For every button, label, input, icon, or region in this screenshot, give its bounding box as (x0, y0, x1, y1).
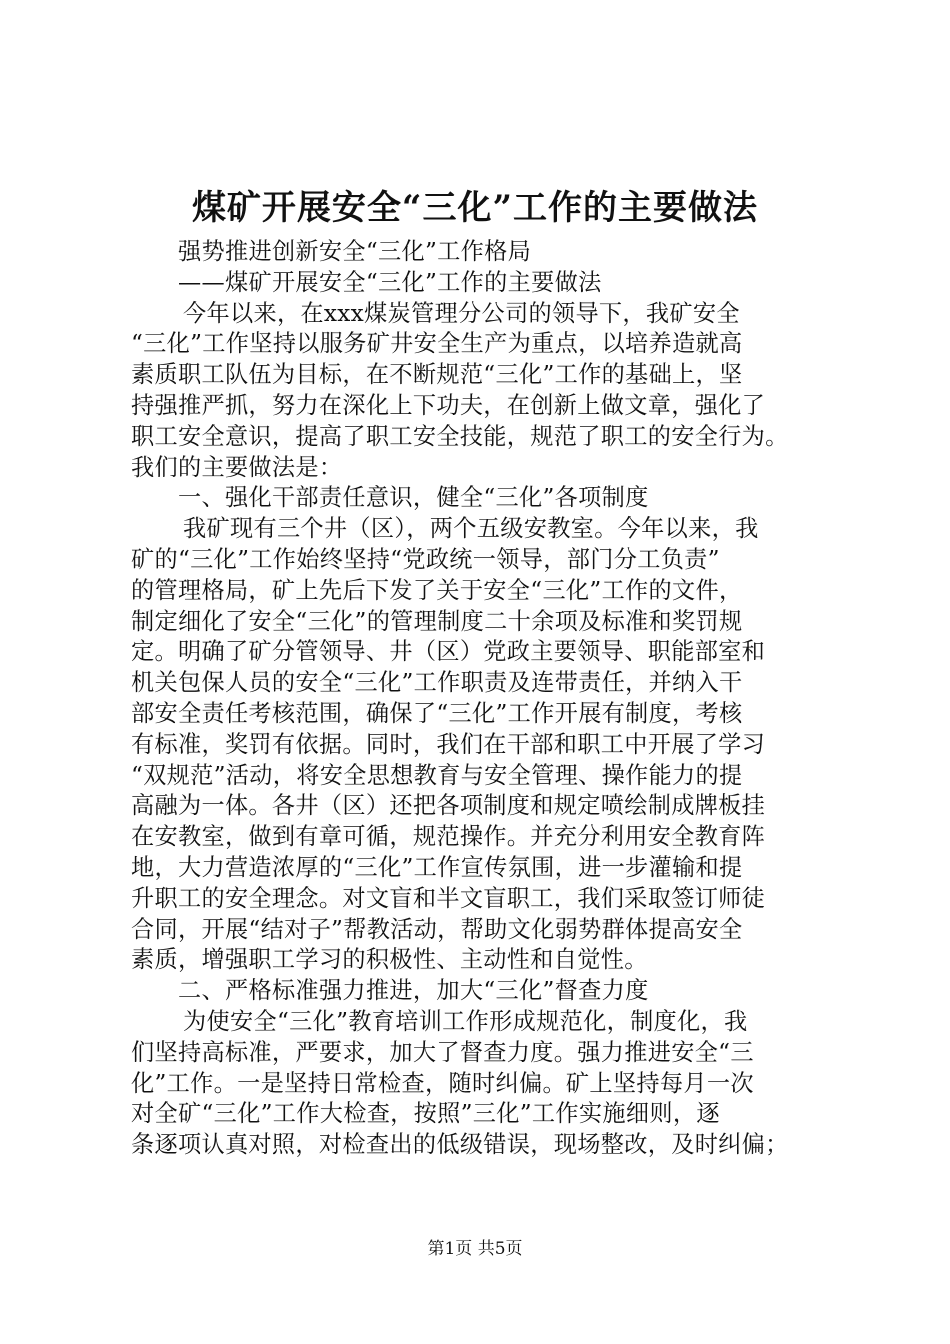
text-line: 定。明确了矿分管领导、井（区）党政主要领导、职能部室和 (131, 638, 766, 666)
text-line: 我们的主要做法是： (131, 453, 343, 481)
section-heading: 一、强化干部责任意识，健全“三化”各项制度 (178, 484, 649, 512)
text-line: 部安全责任考核范围，确保了“三化”工作开展有制度，考核 (131, 699, 743, 727)
text-line: 制定细化了安全“三化”的管理制度二十余项及标准和奖罚规 (131, 607, 743, 635)
document-title: 煤矿开展安全“三化”工作的主要做法 (191, 188, 759, 228)
text-line: 有标准，奖罚有依据。同时，我们在干部和职工中开展了学习 (131, 730, 766, 758)
subtitle-line: ——煤矿开展安全“三化”工作的主要做法 (178, 268, 602, 296)
text-line: 持强推严抓，努力在深化上下功夫，在创新上做文章，强化了 (131, 391, 766, 419)
text-line: 条逐项认真对照，对检查出的低级错误，现场整改，及时纠偏； (131, 1131, 789, 1159)
text-line: “双规范”活动，将安全思想教育与安全管理、操作能力的提 (131, 761, 743, 789)
text-line: 我矿现有三个井（区），两个五级安教室。今年以来，我 (183, 515, 759, 543)
section-heading: 二、严格标准强力推进，加大“三化”督查力度 (178, 977, 649, 1005)
text-line: 素质，增强职工学习的积极性、主动性和自觉性。 (131, 946, 648, 974)
text-line: 对全矿“三化”工作大检查，按照”三化”工作实施细则，逐 (131, 1100, 720, 1128)
text-line: 的管理格局，矿上先后下发了关于安全“三化”工作的文件， (131, 576, 743, 604)
text-line: 在安教室，做到有章可循，规范操作。并充分利用安全教育阵 (131, 823, 766, 851)
text-line: 为使安全“三化”教育培训工作形成规范化，制度化，我 (183, 1007, 748, 1035)
subtitle-line: 强势推进创新安全“三化”工作格局 (178, 238, 532, 265)
text-line: 地，大力营造浓厚的“三化”工作宣传氛围，进一步灌输和提 (131, 853, 743, 881)
text-line: 矿的“三化”工作始终坚持“党政统一领导，部门分工负责” (131, 545, 720, 573)
text-line: 升职工的安全理念。对文盲和半文盲职工，我们采取签订师徒 (131, 884, 766, 912)
text-line: 合同，开展“结对子”帮教活动，帮助文化弱势群体提高安全 (131, 915, 743, 943)
page-footer: 第1页 共5页 (427, 1239, 523, 1259)
text-line: 化”工作。一是坚持日常检查，随时纠偏。矿上坚持每月一次 (131, 1069, 754, 1097)
text-line: “三化”工作坚持以服务矿井安全生产为重点，以培养造就高 (131, 330, 743, 358)
text-line: 职工安全意识，提高了职工安全技能，规范了职工的安全行为。 (131, 422, 789, 450)
document-body (131, 237, 831, 1161)
text-line: 们坚持高标准，严要求，加大了督查力度。强力推进安全“三 (131, 1038, 754, 1066)
text-line: 今年以来，在xxx煤炭管理分公司的领导下，我矿安全 (183, 299, 740, 327)
text-line: 素质职工队伍为目标，在不断规范“三化”工作的基础上，坚 (131, 361, 743, 389)
text-line: 高融为一体。各井（区）还把各项制度和规定喷绘制成牌板挂 (131, 792, 766, 820)
text-line: 机关包保人员的安全“三化”工作职责及连带责任，并纳入干 (131, 669, 743, 697)
